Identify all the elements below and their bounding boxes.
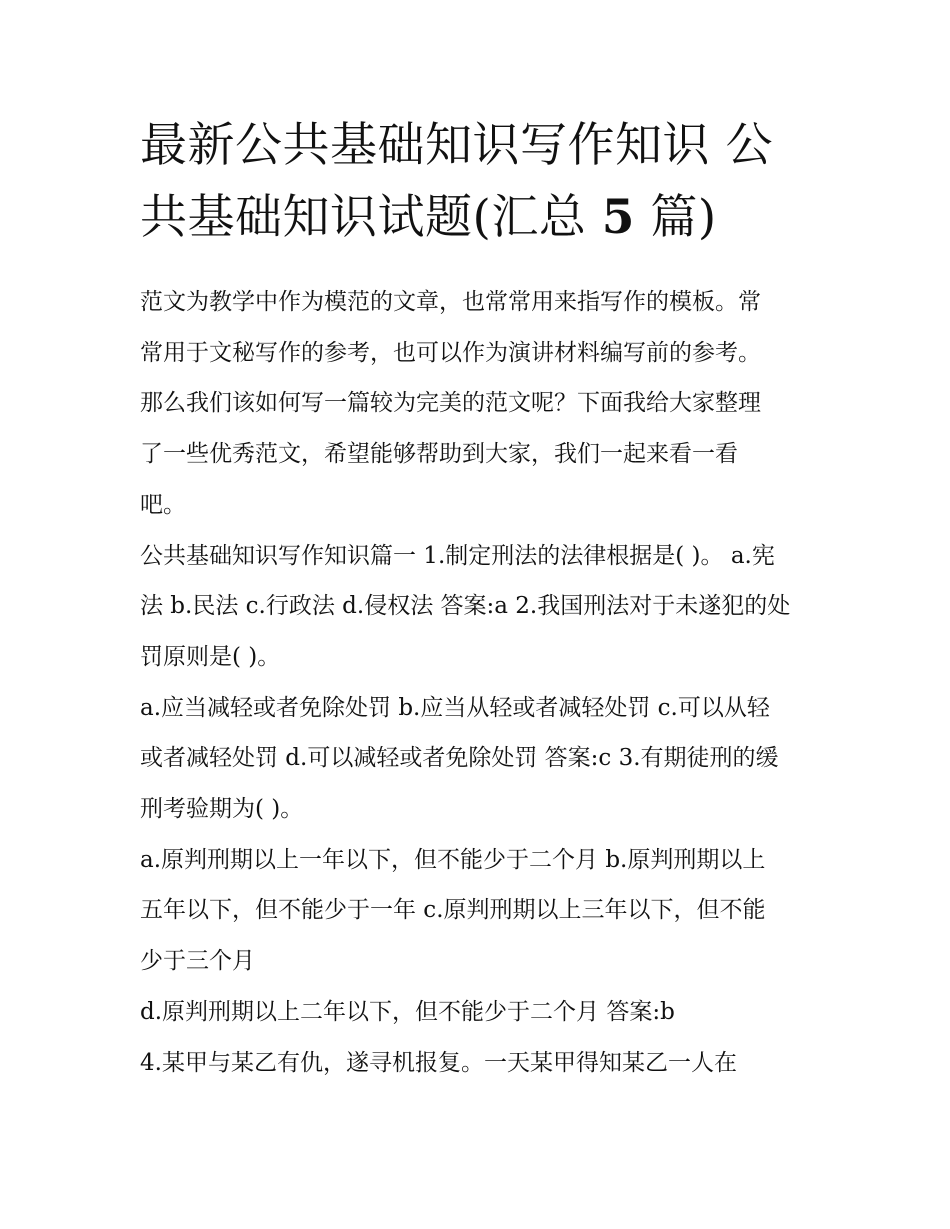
text-line: 五年以下，但不能少于一年 c.原判刑期以上三年以下，但不能 — [140, 897, 766, 924]
text-line: a.原判刑期以上一年以下，但不能少于二个月 b.原判刑期以上 — [140, 846, 766, 873]
text-line: 了一些优秀范文，希望能够帮助到大家，我们一起来看一看 — [140, 441, 738, 468]
question-paragraph-1 — [140, 531, 820, 683]
text-line: 或者减轻处罚 d.可以减轻或者免除处罚 答案:c 3.有期徒刑的缓 — [140, 745, 779, 772]
title-line-1: 最新公共基础知识写作知识 公 — [140, 118, 773, 173]
text-line: 吧。 — [140, 491, 186, 518]
text-line: d.原判刑期以上二年以下，但不能少于二个月 答案:b — [140, 998, 675, 1025]
text-line: 4.某甲与某乙有仇，遂寻机报复。一天某甲得知某乙一人在 — [140, 1049, 737, 1076]
text-line: 范文为教学中作为模范的文章，也常常用来指写作的模板。常 — [140, 289, 761, 315]
title-count: 5 — [601, 190, 635, 245]
text-line: 法 b.民法 c.行政法 d.侵权法 答案:a 2.我国刑法对于未遂犯的处 — [140, 593, 791, 620]
text-line: 罚原则是( )。 — [140, 643, 281, 670]
text-line: 少于三个月 — [140, 948, 255, 975]
text-line: 常用于文秘写作的参考，也可以作为演讲材料编写前的参考。 — [140, 339, 761, 366]
text-line: 刑考验期为( )。 — [140, 796, 304, 823]
question-paragraph-3 — [140, 835, 820, 987]
text-line: 那么我们该如何写一篇较为完美的范文呢？下面我给大家整理 — [140, 390, 761, 417]
answer-paragraph — [140, 987, 820, 1038]
question-paragraph-2 — [140, 683, 820, 835]
title-line-2 — [140, 182, 820, 254]
question-paragraph-4 — [140, 1038, 820, 1089]
text-line: a.应当减轻或者免除处罚 b.应当从轻或者减轻处罚 c.可以从轻 — [140, 694, 770, 721]
title-line-2-end: 篇) — [634, 190, 717, 245]
document-title — [140, 110, 820, 254]
document-body — [140, 277, 820, 1088]
text-line: 公共基础知识写作知识篇一 1.制定刑法的法律根据是( )。 a.宪 — [140, 542, 775, 569]
title-line-2-start: 共基础知识试题(汇总 — [140, 190, 602, 245]
intro-paragraph — [140, 277, 820, 531]
